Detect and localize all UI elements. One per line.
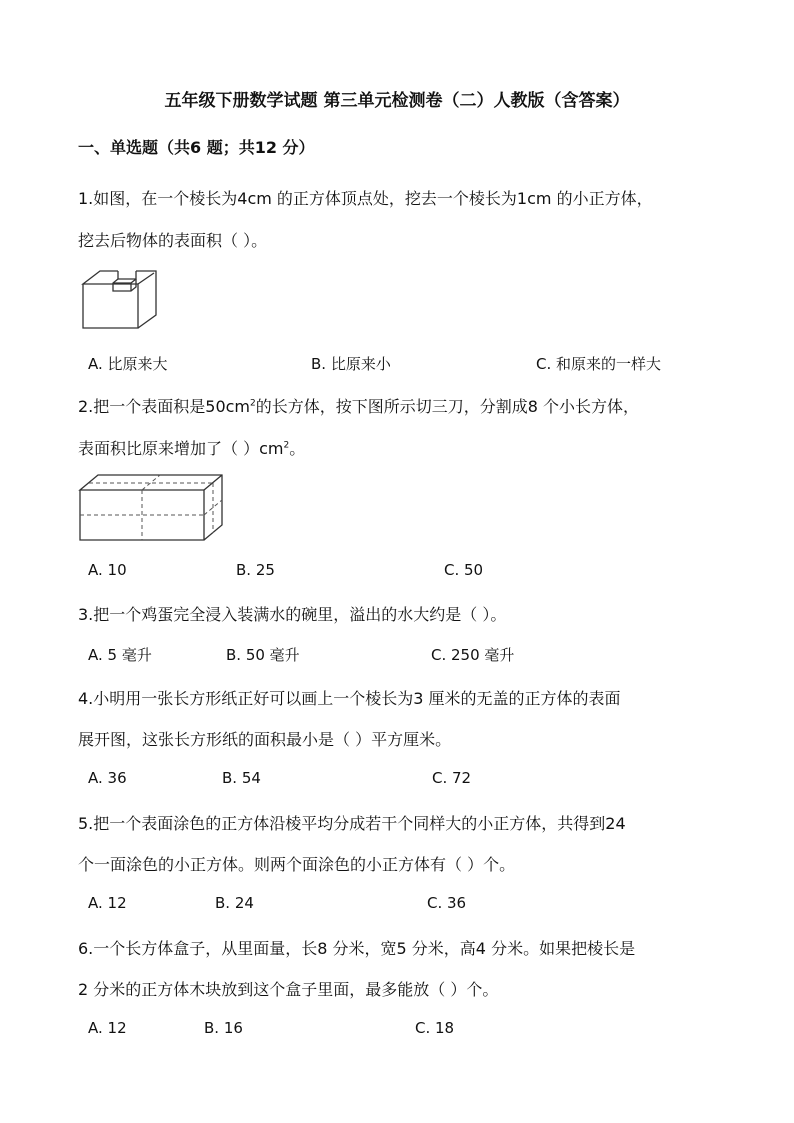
question-5-option-a: A. 12 (88, 894, 127, 912)
question-2-line-1: 2.把一个表面积是$50cm^2$的长方体，按下图所示切三刀，分割成8 个小长方体， (78, 397, 640, 416)
page-title: 五年级下册数学试题 第三单元检测卷（二）人教版（含答案） (164, 91, 630, 111)
question-6-option-c: C. 18 (415, 1019, 455, 1037)
question-5-line-1: 5.把一个表面涂色的正方体沿棱平均分成若干个同样大的小正方体，共得到24 (78, 814, 626, 833)
question-3-option-c: C. 250 毫升 (431, 646, 515, 664)
question-1-option-b: B. 比原来小 (311, 355, 391, 373)
question-6-line-1: 6.一个长方体盒子，从里面量，长8 分米，宽5 分米，高4 分米。如果把棱长是 (78, 939, 636, 958)
question-2-option-c: C. 50 (444, 561, 484, 579)
question-4-option-c: C. 72 (432, 769, 472, 787)
question-4-line-1: 4.小明用一张长方形纸正好可以画上一个棱长为3 厘米的无盖的正方体的表面 (78, 689, 621, 708)
question-6-option-b: B. 16 (204, 1019, 243, 1037)
question-3-line-1: 3.把一个鸡蛋完全浸入装满水的碗里，溢出的水大约是（ ）。 (78, 605, 507, 624)
question-5-line-2: 个一面涂色的小正方体。则两个面涂色的小正方体有（ ）个。 (78, 855, 516, 874)
question-6-line-2: 2 分米的正方体木块放到这个盒子里面，最多能放（ ）个。 (78, 980, 499, 999)
question-1-option-a: A. 比原来大 (88, 355, 168, 373)
question-5-option-b: B. 24 (215, 894, 254, 912)
section-heading: 一、单选题（共6 题；共12 分） (78, 138, 315, 157)
question-4-line-2: 展开图，这张长方形纸的面积最小是（ ）平方厘米。 (78, 730, 452, 749)
question-6-option-a: A. 12 (88, 1019, 127, 1037)
question-2-line-2: 表面积比原来增加了（ ）$cm^2$。 (78, 439, 306, 458)
cube-with-notch-figure (80, 268, 166, 332)
question-4-option-b: B. 54 (222, 769, 261, 787)
question-3-option-b: B. 50 毫升 (226, 646, 300, 664)
question-4-option-a: A. 36 (88, 769, 127, 787)
question-3-option-a: A. 5 毫升 (88, 646, 152, 664)
question-1-option-c: C. 和原来的一样大 (536, 355, 662, 373)
question-1-line-2: 挖去后物体的表面积（ ）。 (78, 231, 268, 250)
question-1-line-1: 1.如图，在一个棱长为4cm 的正方体顶点处，挖去一个棱长为1cm 的小正方体， (78, 189, 653, 208)
question-2-option-b: B. 25 (236, 561, 275, 579)
question-2-option-a: A. 10 (88, 561, 127, 579)
question-5-option-c: C. 36 (427, 894, 467, 912)
cuboid-cut-figure (78, 472, 226, 544)
